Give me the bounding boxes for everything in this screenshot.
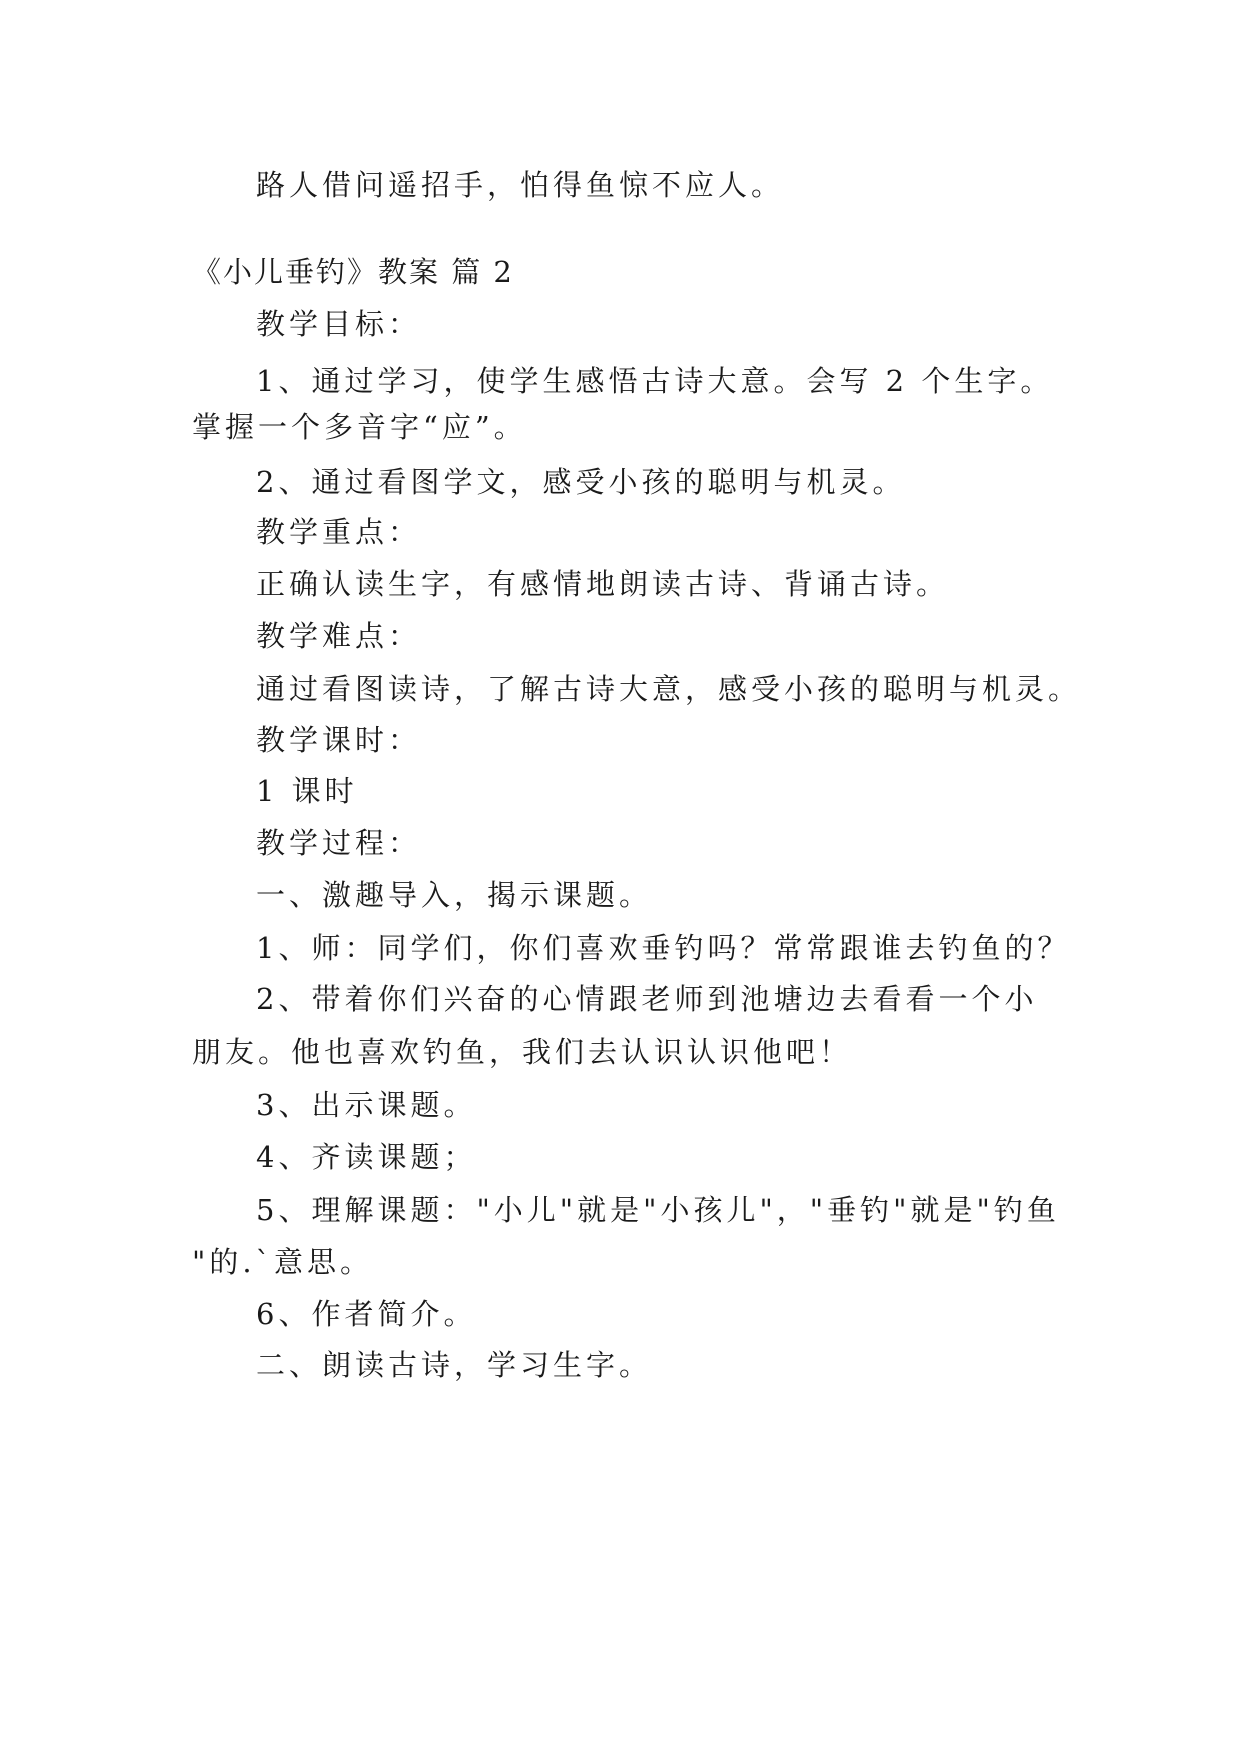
paragraph-line: 朋友。他也喜欢钓鱼，我们去认识认识他吧！ xyxy=(192,1035,853,1069)
paragraph-line: 6、作者简介。 xyxy=(256,1297,477,1331)
paragraph-line: 教学目标： xyxy=(256,307,422,341)
paragraph-line: 3、出示课题。 xyxy=(256,1088,477,1122)
paragraph-line: 1、通过学习，使学生感悟古诗大意。会写 2 个生字。 xyxy=(256,364,1054,398)
paragraph-line: 5、理解课题："小儿"就是"小孩儿"，"垂钓"就是"钓鱼 xyxy=(256,1193,1060,1227)
paragraph-line: 二、朗读古诗，学习生字。 xyxy=(256,1348,653,1382)
paragraph-line: 4、齐读课题； xyxy=(256,1140,477,1174)
paragraph-line: 正确认读生字，有感情地朗读古诗、背诵古诗。 xyxy=(256,567,950,601)
paragraph-line: 教学难点： xyxy=(256,619,422,653)
paragraph-line: "的.`意思。 xyxy=(192,1245,374,1279)
paragraph-line: 通过看图读诗，了解古诗大意，感受小孩的聪明与机灵。 xyxy=(256,672,1082,706)
poem-line: 路人借问遥招手，怕得鱼惊不应人。 xyxy=(256,168,785,202)
paragraph-line: 一、激趣导入，揭示课题。 xyxy=(256,878,653,912)
paragraph-line: 教学课时： xyxy=(256,723,422,757)
paragraph-line: 掌握一个多音字“应”。 xyxy=(192,410,527,444)
paragraph-line: 教学过程： xyxy=(256,826,422,860)
paragraph-line: 2、带着你们兴奋的心情跟老师到池塘边去看看一个小 xyxy=(256,982,1038,1016)
paragraph-line: 1、师：同学们，你们喜欢垂钓吗？常常跟谁去钓鱼的？ xyxy=(256,931,1071,965)
paragraph-line: 2、通过看图学文，感受小孩的聪明与机灵。 xyxy=(256,465,906,499)
paragraph-line: 教学重点： xyxy=(256,515,422,549)
paragraph-line: 1 课时 xyxy=(256,774,358,808)
section-heading: 《小儿垂钓》教案 篇 2 xyxy=(192,255,514,289)
